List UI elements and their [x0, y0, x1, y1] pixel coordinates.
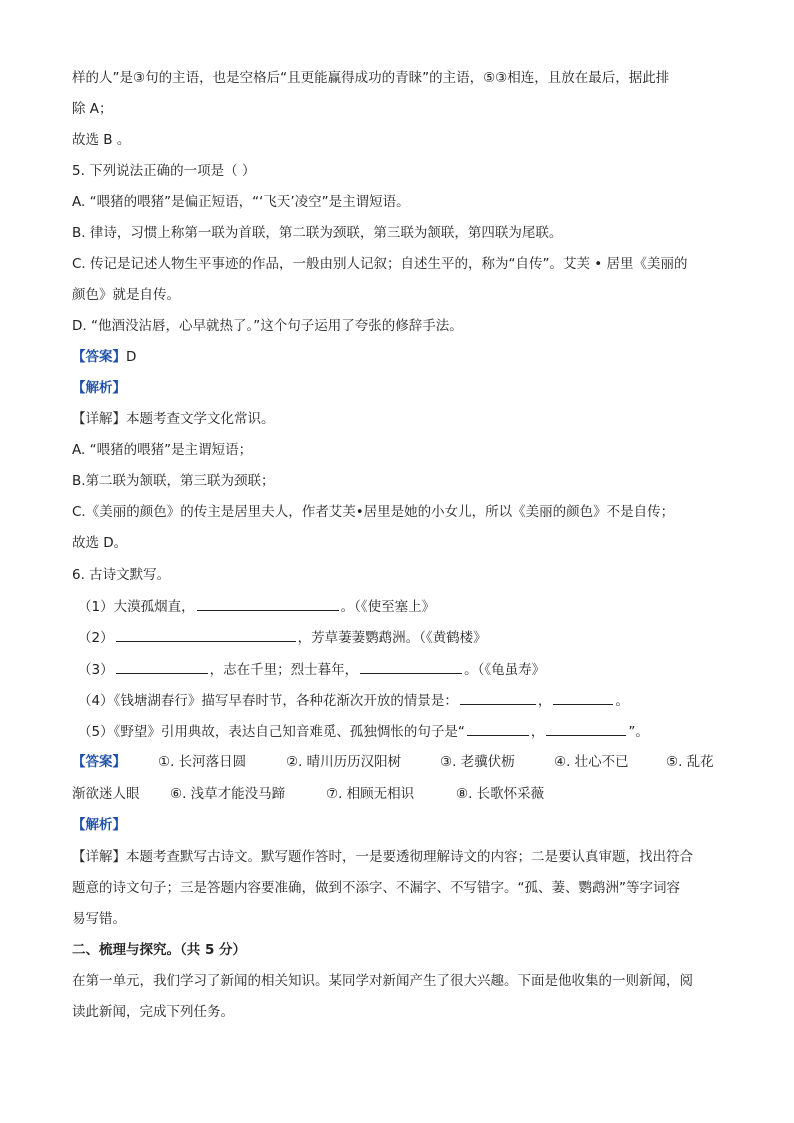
prompt-text: （5）《野望》引用典故，表达自己知音难觅、孤独惆怅的句子是“	[78, 724, 465, 740]
answer-line	[72, 347, 136, 367]
option-c-cont: 颜色》就是自传。	[72, 287, 180, 303]
source-text: 。（《龟虽寿》	[464, 662, 546, 678]
answer-tag: 【答案】	[72, 754, 126, 770]
punct: ，	[530, 724, 545, 740]
text-line: 除 A；	[72, 101, 113, 117]
dictation-5	[78, 721, 649, 742]
detail-line	[72, 847, 693, 867]
answer-line-cont	[72, 784, 722, 804]
answer-blank	[553, 690, 613, 705]
answer-item: ②. 晴川历历汉阳树	[286, 754, 402, 770]
explanation-line: 故选 D。	[72, 535, 128, 551]
detail-line: 题意的诗文句子；三是答题内容要准确，做到不添字、不漏字、不写错字。“孤、萋、鹦鹉洲”等字词容	[72, 880, 680, 896]
detail-line: 易写错。	[72, 911, 126, 927]
answer-blank	[116, 659, 208, 674]
explanation-line: A. “喂猪的喂猪”是主谓短语；	[72, 442, 253, 458]
dictation-2	[78, 627, 487, 648]
detail-text: 本题考查文学文化常识。	[126, 411, 275, 427]
analysis-tag: 【解析】	[72, 817, 126, 833]
option-a: A. “喂猪的喂猪”是偏正短语，“‘飞天’凌空”是主谓短语。	[72, 194, 410, 210]
dictation-1	[78, 596, 435, 617]
answer-blank	[116, 627, 296, 642]
answer-item: ③. 老骥伏枥	[440, 754, 515, 770]
detail-tag: 【详解】	[72, 411, 126, 427]
punct: 。	[615, 693, 629, 709]
answer-item: ⑤. 乱花	[666, 754, 714, 770]
prompt-text: （4）《钱塘湖春行》描写早春时节，各种花渐次开放的情景是：	[78, 693, 458, 709]
answer-blank	[546, 721, 626, 736]
section-heading: 二、梳理与探究。（共 5 分）	[72, 942, 247, 958]
prompt-text: ，志在千里；烈士暮年，	[209, 662, 359, 678]
punct: ，	[537, 693, 552, 709]
option-b: B. 律诗，习惯上称第一联为首联，第二联为颈联，第三联为颔联，第四联为尾联。	[72, 225, 563, 241]
prompt-text: （2）	[78, 630, 114, 646]
answer-tag: 【答案】	[72, 349, 126, 365]
question-5-stem: 5. 下列说法正确的一项是（ ）	[72, 163, 256, 179]
answer-item: ⑧. 长歌怀采薇	[456, 786, 545, 802]
answer-value: D	[126, 349, 137, 365]
paragraph-line: 在第一单元，我们学习了新闻的相关知识。某同学对新闻产生了很大兴趣。下面是他收集的一则新闻，阅	[72, 973, 693, 989]
answer-item: 渐欲迷人眼	[72, 786, 140, 802]
text-line: 样的人”是③句的主语，也是空格后“且更能赢得成功的青睐”的主语，⑤③相连，且放在最后，据此排	[72, 70, 670, 86]
text-line: 故选 B 。	[72, 132, 131, 148]
dictation-4	[78, 690, 629, 711]
answer-item: ①. 长河落日圆	[158, 754, 247, 770]
answer-line	[72, 752, 722, 772]
detail-text: 本题考查默写古诗文。默写题作答时，一是要透彻理解诗文的内容；二是要认真审题，找出符合	[126, 849, 693, 865]
punct: ”。	[628, 724, 649, 740]
answer-blank	[467, 721, 529, 736]
answer-blank	[460, 690, 536, 705]
answer-item: ⑦. 相顾无相识	[326, 786, 415, 802]
dictation-3	[78, 659, 545, 680]
prompt-text: （1）大漠孤烟直，	[78, 599, 195, 615]
paragraph-line: 读此新闻，完成下列任务。	[72, 1004, 234, 1020]
detail-line	[72, 409, 275, 429]
explanation-line: B.第二联为颔联，第三联为颈联；	[72, 473, 275, 489]
option-d: D. “他酒没沾唇，心早就热了。”这个句子运用了夸张的修辞手法。	[72, 318, 463, 334]
explanation-line: C.《美丽的颜色》的传主是居里夫人，作者艾芙•居里是她的小女儿，所以《美丽的颜色》不是自传；	[72, 504, 675, 520]
detail-tag: 【详解】	[72, 849, 126, 865]
source-text: ，芳草萋萋鹦鹉洲。（《黄鹤楼》	[297, 630, 487, 646]
source-text: 。（《使至塞上》	[340, 599, 436, 615]
answer-item: ④. 壮心不已	[554, 754, 629, 770]
option-c: C. 传记是记述人物生平事迹的作品，一般由别人记叙；自述生平的，称为“自传”。艾芙 • 居里《美丽的	[72, 256, 688, 272]
question-6-stem: 6. 古诗文默写。	[72, 567, 171, 583]
analysis-tag: 【解析】	[72, 380, 126, 396]
answer-blank	[197, 596, 339, 611]
prompt-text: （3）	[78, 662, 114, 678]
answer-blank	[360, 659, 462, 674]
answer-item: ⑥. 浅草才能没马蹄	[170, 786, 286, 802]
